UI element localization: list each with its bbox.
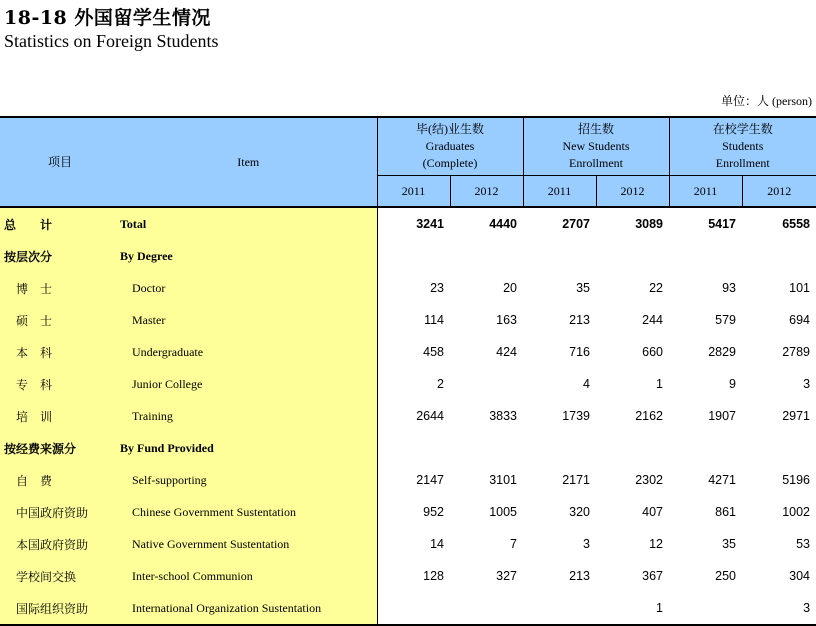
- row-label-cn: 按经费来源分: [0, 432, 120, 464]
- row-label-cn: 自 费: [0, 464, 120, 496]
- table-row: [0, 432, 816, 464]
- table-cell: [523, 432, 596, 464]
- table-cell: 35: [523, 272, 596, 304]
- header-group-students-enrollment: [669, 117, 816, 176]
- header-year: 2012: [596, 176, 669, 208]
- table-cell: 22: [596, 272, 669, 304]
- table-cell: 5417: [669, 207, 742, 240]
- table-cell: 716: [523, 336, 596, 368]
- table-row: [0, 304, 816, 336]
- group-label-en: Graduates: [378, 138, 523, 155]
- group-label-en: New Students: [524, 138, 669, 155]
- table-cell: 244: [596, 304, 669, 336]
- table-cell: [450, 240, 523, 272]
- table-cell: 3089: [596, 207, 669, 240]
- row-label-cn: 国际组织资助: [0, 592, 120, 625]
- table-cell: 7: [450, 528, 523, 560]
- table-cell: 2171: [523, 464, 596, 496]
- table-cell: 424: [450, 336, 523, 368]
- table-cell: 1: [596, 368, 669, 400]
- table-cell: [669, 592, 742, 625]
- table-row: [0, 272, 816, 304]
- table-cell: 14: [377, 528, 450, 560]
- table-cell: [450, 592, 523, 625]
- table-cell: 3101: [450, 464, 523, 496]
- table-cell: 367: [596, 560, 669, 592]
- table-cell: 2971: [742, 400, 816, 432]
- table-cell: 128: [377, 560, 450, 592]
- header-year: 2011: [523, 176, 596, 208]
- table-cell: [523, 592, 596, 625]
- table-row: [0, 496, 816, 528]
- unit-label: 单位：人 (person): [721, 92, 812, 109]
- table-cell: 1002: [742, 496, 816, 528]
- row-label-cn: 学校间交换: [0, 560, 120, 592]
- row-label-en: Training: [120, 400, 377, 432]
- table-cell: [377, 432, 450, 464]
- table-cell: [450, 432, 523, 464]
- table-cell: 3: [523, 528, 596, 560]
- row-label-cn: 总 计: [0, 207, 120, 240]
- table-cell: 163: [450, 304, 523, 336]
- row-label-en: Total: [120, 207, 377, 240]
- table-row: [0, 336, 816, 368]
- table-cell: [523, 240, 596, 272]
- group-label-cn: 毕(结)业生数: [378, 121, 523, 138]
- row-label-cn: 硕 士: [0, 304, 120, 336]
- table-row: [0, 592, 816, 625]
- table-cell: 4440: [450, 207, 523, 240]
- group-label-en: Enrollment: [670, 155, 816, 172]
- row-label-cn: 专 科: [0, 368, 120, 400]
- table-cell: [669, 432, 742, 464]
- row-label-en: By Fund Provided: [120, 432, 377, 464]
- table-cell: 660: [596, 336, 669, 368]
- table-cell: 5196: [742, 464, 816, 496]
- table-row: [0, 464, 816, 496]
- header-year: 2011: [669, 176, 742, 208]
- header-item-cn: 项目: [0, 117, 120, 207]
- table-cell: 101: [742, 272, 816, 304]
- table-cell: 12: [596, 528, 669, 560]
- table-body: [0, 207, 816, 625]
- row-label-en: International Organization Sustentation: [120, 592, 377, 625]
- table-cell: 407: [596, 496, 669, 528]
- table-cell: 3241: [377, 207, 450, 240]
- table-cell: [742, 240, 816, 272]
- table-cell: 3: [742, 368, 816, 400]
- row-label-cn: 按层次分: [0, 240, 120, 272]
- table-cell: [596, 240, 669, 272]
- group-label-en: Students: [670, 138, 816, 155]
- table-cell: 213: [523, 304, 596, 336]
- table-cell: 2147: [377, 464, 450, 496]
- table-cell: 6558: [742, 207, 816, 240]
- table-cell: 3: [742, 592, 816, 625]
- row-label-cn: 博 士: [0, 272, 120, 304]
- table-cell: 2789: [742, 336, 816, 368]
- table-cell: 250: [669, 560, 742, 592]
- statistics-table: [0, 116, 816, 626]
- row-label-cn: 本 科: [0, 336, 120, 368]
- header-item-en: Item: [120, 117, 377, 207]
- table-cell: 53: [742, 528, 816, 560]
- header-group-graduates: [377, 117, 523, 176]
- table-cell: 2302: [596, 464, 669, 496]
- table-cell: 93: [669, 272, 742, 304]
- row-label-en: Native Government Sustentation: [120, 528, 377, 560]
- table-cell: 213: [523, 560, 596, 592]
- table-cell: 1005: [450, 496, 523, 528]
- table-cell: 3833: [450, 400, 523, 432]
- table-cell: 9: [669, 368, 742, 400]
- table-cell: 320: [523, 496, 596, 528]
- row-label-en: Inter-school Communion: [120, 560, 377, 592]
- header-year: 2012: [450, 176, 523, 208]
- row-label-en: Junior College: [120, 368, 377, 400]
- table-cell: 2162: [596, 400, 669, 432]
- table-cell: 2707: [523, 207, 596, 240]
- group-label-en: Enrollment: [524, 155, 669, 172]
- header-group-new-students: [523, 117, 669, 176]
- table-cell: [669, 240, 742, 272]
- table-row: [0, 528, 816, 560]
- table-row: [0, 560, 816, 592]
- table-cell: 20: [450, 272, 523, 304]
- row-label-en: Doctor: [120, 272, 377, 304]
- table-cell: [377, 240, 450, 272]
- table-cell: 861: [669, 496, 742, 528]
- row-label-en: Chinese Government Sustentation: [120, 496, 377, 528]
- header-year: 2011: [377, 176, 450, 208]
- table-cell: 4271: [669, 464, 742, 496]
- table-cell: [596, 432, 669, 464]
- row-label-en: Undergraduate: [120, 336, 377, 368]
- table-row: [0, 400, 816, 432]
- table-cell: [377, 592, 450, 625]
- table-cell: 1739: [523, 400, 596, 432]
- row-label-en: Master: [120, 304, 377, 336]
- table-cell: 952: [377, 496, 450, 528]
- table-cell: 1907: [669, 400, 742, 432]
- row-label-en: Self-supporting: [120, 464, 377, 496]
- table-cell: 114: [377, 304, 450, 336]
- table-cell: 4: [523, 368, 596, 400]
- table-cell: 579: [669, 304, 742, 336]
- table-cell: 327: [450, 560, 523, 592]
- table-cell: 2: [377, 368, 450, 400]
- title-chinese: 18-18 外国留学生情况: [4, 3, 211, 30]
- header-year: 2012: [742, 176, 816, 208]
- table-cell: 35: [669, 528, 742, 560]
- table-cell: 2829: [669, 336, 742, 368]
- table-row: [0, 240, 816, 272]
- row-label-cn: 培 训: [0, 400, 120, 432]
- row-label-cn: 本国政府资助: [0, 528, 120, 560]
- table-cell: 23: [377, 272, 450, 304]
- table-cell: [450, 368, 523, 400]
- group-label-cn: 招生数: [524, 121, 669, 138]
- table-cell: 304: [742, 560, 816, 592]
- table-cell: 1: [596, 592, 669, 625]
- title-english: Statistics on Foreign Students: [4, 31, 219, 52]
- row-label-cn: 中国政府资助: [0, 496, 120, 528]
- table-row: [0, 207, 816, 240]
- table-cell: 2644: [377, 400, 450, 432]
- group-label-cn: 在校学生数: [670, 121, 816, 138]
- table-cell: [742, 432, 816, 464]
- row-label-en: By Degree: [120, 240, 377, 272]
- table-row: [0, 368, 816, 400]
- table-cell: 458: [377, 336, 450, 368]
- group-label-en: (Complete): [378, 155, 523, 172]
- table-cell: 694: [742, 304, 816, 336]
